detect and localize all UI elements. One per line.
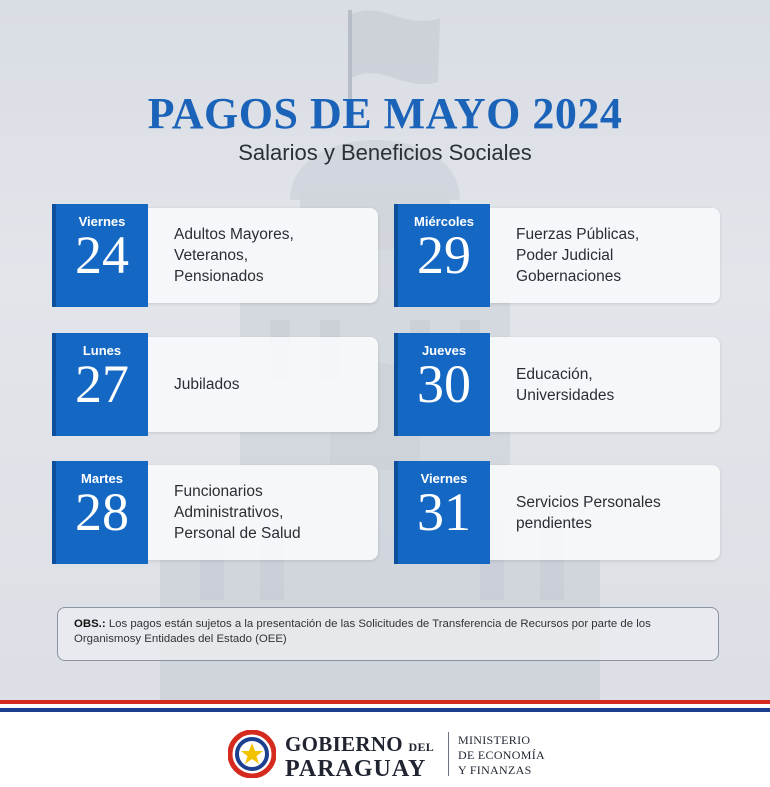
beneficiary-line: Administrativos,	[174, 504, 284, 521]
flag-icon	[352, 10, 440, 84]
beneficiaries-text	[516, 337, 716, 432]
weekday-label: Jueves	[421, 343, 467, 358]
beneficiary-line: Jubilados	[174, 376, 240, 393]
schedule-card-31	[402, 465, 720, 560]
date-number: 30	[417, 354, 471, 414]
schedule-card-24	[60, 208, 378, 303]
date-badge	[398, 333, 490, 436]
date-badge	[56, 461, 148, 564]
schedule-card-28	[60, 465, 378, 560]
date-badge	[398, 461, 490, 564]
date-badge	[56, 333, 148, 436]
beneficiary-line: Funcionarios	[174, 483, 263, 500]
beneficiary-line: Gobernaciones	[516, 268, 622, 285]
government-logo-text	[285, 733, 434, 780]
schedule-card-30	[402, 337, 720, 432]
schedule-card-29	[402, 208, 720, 303]
weekday-label: Miércoles	[414, 214, 474, 229]
beneficiary-line: pendientes	[516, 514, 592, 532]
date-number: 29	[417, 225, 471, 285]
date-number: 28	[75, 482, 129, 542]
beneficiary-line: Poder Judicial	[516, 247, 614, 264]
beneficiaries-text	[174, 465, 374, 560]
footer	[0, 714, 770, 787]
logo-divider	[448, 732, 449, 776]
date-number: 31	[417, 482, 471, 542]
note-text: Los pagos están sujetos a la presentación de las Solicitudes de Transferencia de Recursos por parte de los Organismosy Entidades del Estado (OEE)	[74, 618, 651, 645]
ministry-line1: MINISTERIO	[458, 733, 531, 747]
beneficiaries-text	[516, 208, 716, 303]
gov-del: DEL	[408, 740, 435, 754]
observation-note	[57, 607, 719, 661]
ministry-line2: DE ECONOMÍA	[458, 748, 545, 762]
paraguay-seal-icon	[228, 730, 276, 778]
schedule-card-27	[60, 337, 378, 432]
ministry-logo-text	[458, 733, 545, 778]
note-label: OBS.:	[74, 618, 106, 630]
weekday-label: Viernes	[78, 214, 126, 229]
page-subtitle: Salarios y Beneficios Sociales	[238, 140, 532, 165]
weekday-label: Martes	[81, 471, 123, 486]
ministry-line3: Y FINANZAS	[458, 763, 532, 777]
beneficiary-line: Servicios Personales	[516, 493, 661, 511]
beneficiary-line: Universidades	[516, 386, 615, 404]
stripe-blue	[0, 708, 770, 712]
page-title: PAGOS DE MAYO 2024	[147, 89, 623, 138]
gov-line1: GOBIERNO	[285, 732, 403, 756]
flag-stripes	[0, 700, 770, 714]
beneficiary-line: Pensionados	[174, 268, 264, 285]
gov-line2: PARAGUAY	[285, 756, 427, 782]
date-badge	[56, 204, 148, 307]
date-number: 24	[75, 225, 129, 285]
weekday-label: Lunes	[82, 343, 122, 358]
beneficiary-line: Personal de Salud	[174, 525, 301, 542]
beneficiary-line: Adultos Mayores,	[174, 226, 294, 243]
beneficiaries-text	[516, 465, 716, 560]
beneficiary-line: Veteranos,	[174, 247, 249, 264]
beneficiaries-text	[174, 337, 374, 432]
beneficiary-line: Educación,	[516, 365, 593, 383]
weekday-label: Viernes	[420, 471, 468, 486]
date-number: 27	[75, 354, 129, 414]
date-badge	[398, 204, 490, 307]
beneficiaries-text	[174, 208, 374, 303]
beneficiary-line: Fuerzas Públicas,	[516, 226, 640, 243]
